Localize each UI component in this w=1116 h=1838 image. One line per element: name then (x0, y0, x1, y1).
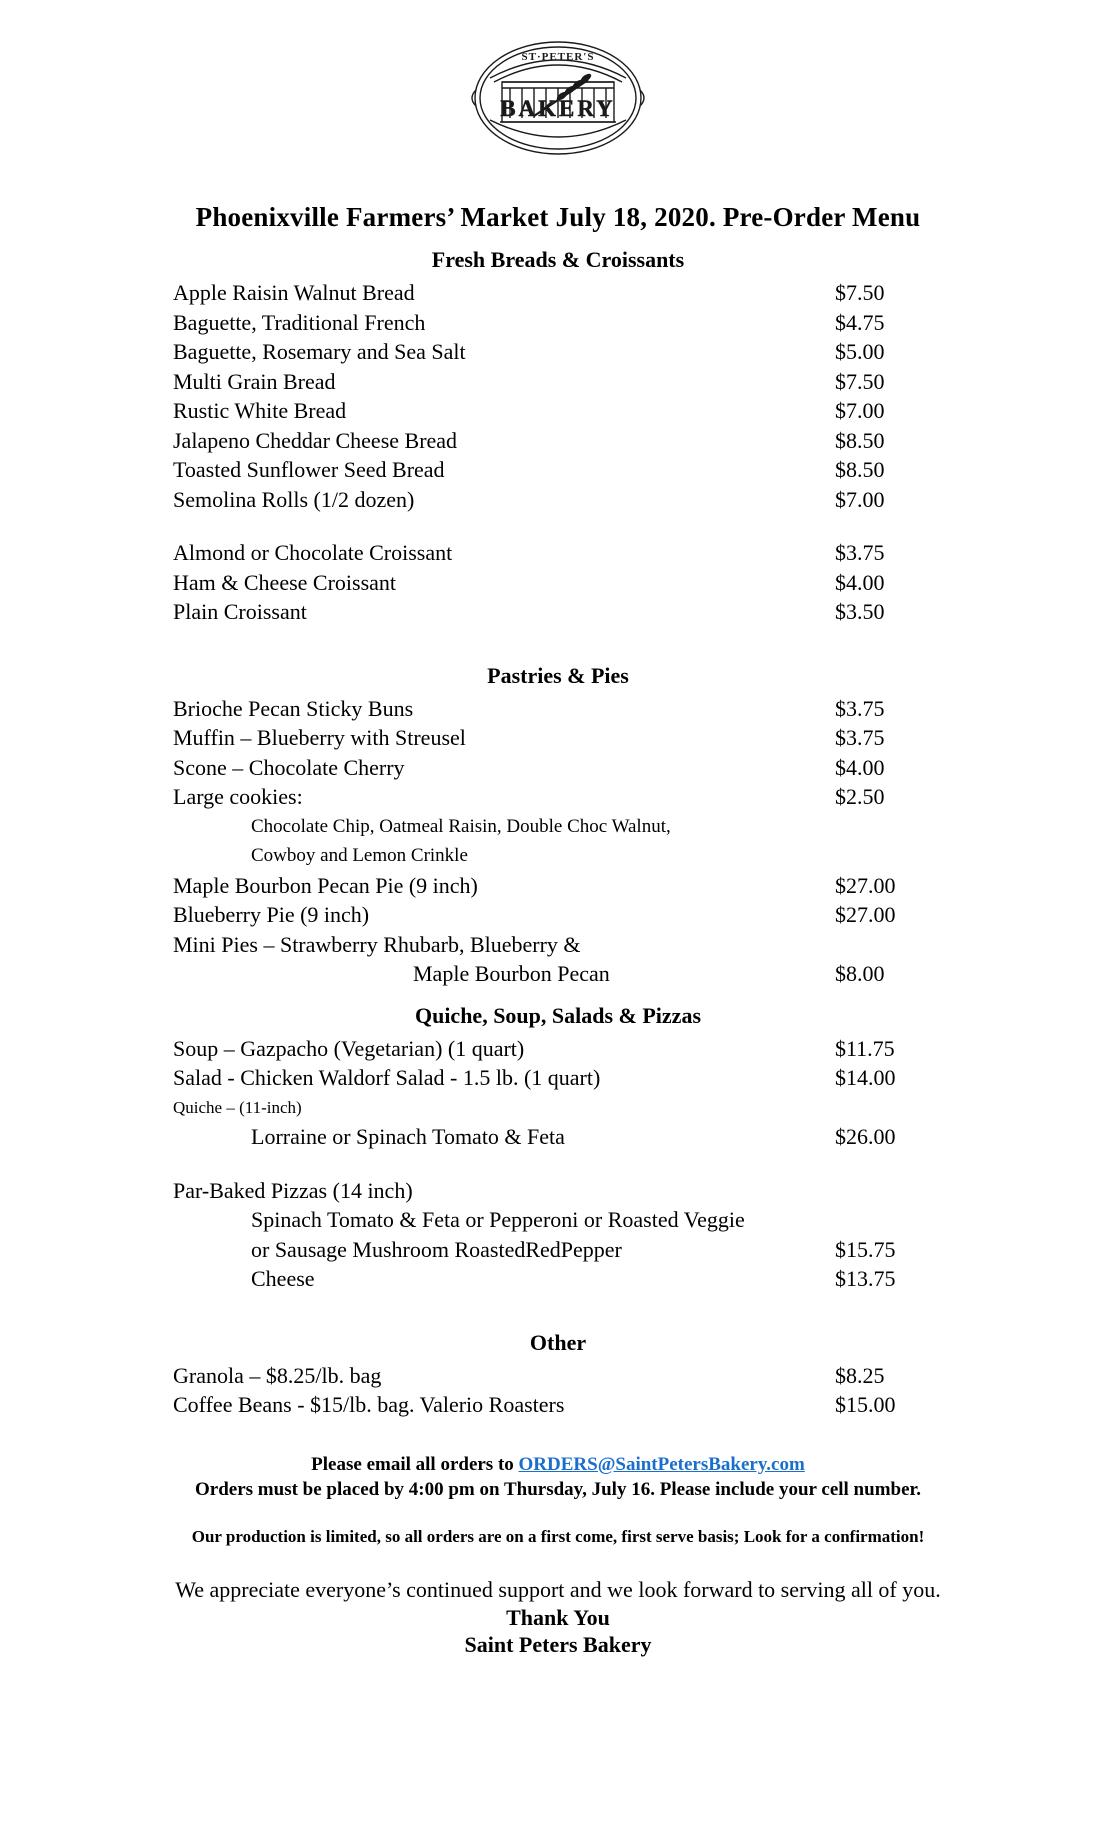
menu-row (173, 900, 943, 930)
menu-row-note (173, 841, 943, 871)
item-name: or Sausage Mushroom RoastedRedPepper (251, 1236, 622, 1262)
item-name: Large cookies: (173, 784, 303, 809)
menu-row (173, 723, 943, 753)
item-price: $8.50 (835, 427, 885, 453)
item-price: $2.50 (835, 784, 885, 809)
item-note: Chocolate Chip, Oatmeal Raisin, Double Choc Walnut, (251, 815, 671, 837)
item-name: Baguette, Traditional French (173, 309, 426, 335)
section-heading-breads: Fresh Breads & Croissants (431, 247, 685, 272)
item-name: Plain Croissant (173, 599, 307, 624)
section-items-other (173, 1361, 943, 1420)
menu-row (173, 1063, 943, 1093)
item-price: $3.50 (835, 599, 885, 624)
menu-row (173, 871, 943, 901)
menu-row (173, 426, 943, 456)
signature: Saint Peters Bakery (464, 1631, 652, 1657)
menu-row (173, 278, 943, 308)
footer (0, 1454, 1116, 1658)
item-note: Cowboy and Lemon Crinkle (251, 845, 468, 866)
item-price: $26.00 (835, 1124, 896, 1149)
item-price: $8.25 (835, 1362, 885, 1388)
item-name: Blueberry Pie (9 inch) (173, 902, 370, 927)
item-price: $7.50 (835, 280, 885, 305)
order-deadline: Orders must be placed by 4:00 pm on Thursday, July 16. Please include your cell number. (195, 1478, 921, 1500)
appreciation-message: We appreciate everyone’s continued support and we look forward to serving all of you. (175, 1576, 941, 1602)
menu-row (173, 597, 943, 627)
item-price: $3.75 (835, 540, 885, 565)
menu-row (173, 930, 943, 960)
item-price: $15.75 (835, 1236, 896, 1262)
menu-row (173, 1093, 943, 1123)
item-price: $3.75 (835, 725, 885, 750)
menu-row (173, 1264, 943, 1294)
section-items-breads (173, 278, 943, 627)
menu-row (173, 538, 943, 568)
menu-row (173, 753, 943, 783)
item-name: Quiche – (11-inch) (173, 1097, 302, 1117)
item-name: Multi Grain Bread (173, 368, 336, 394)
menu-row (173, 1390, 943, 1420)
item-price: $7.50 (835, 368, 885, 394)
section-heading-other: Other (529, 1329, 587, 1355)
item-name: Spinach Tomato & Feta or Pepperoni or Roasted Veggie (251, 1207, 745, 1232)
item-price: $4.75 (835, 309, 885, 335)
menu-row (173, 1361, 943, 1391)
item-price: $11.75 (835, 1035, 895, 1061)
orders-email-link[interactable]: ORDERS@SaintPetersBakery.com (518, 1453, 805, 1475)
menu-row (173, 367, 943, 397)
item-name: Coffee Beans - $15/lb. bag. Valerio Roasters (173, 1392, 565, 1417)
item-name: Semolina Rolls (1/2 dozen) (173, 486, 415, 512)
thank-you: Thank You (506, 1604, 610, 1630)
logo-container (0, 0, 1116, 174)
item-name: Maple Bourbon Pecan Pie (9 inch) (173, 872, 478, 898)
item-name: Maple Bourbon Pecan (413, 961, 610, 986)
menu-row (173, 1235, 943, 1265)
menu-row (173, 455, 943, 485)
email-instruction (0, 1454, 1116, 1476)
menu-row (173, 568, 943, 598)
menu-row (173, 1034, 943, 1064)
item-price: $8.00 (835, 961, 885, 986)
item-price: $14.00 (835, 1065, 896, 1090)
item-name: Jalapeno Cheddar Cheese Bread (173, 427, 458, 453)
menu-row (173, 694, 943, 724)
item-name: Muffin – Blueberry with Streusel (173, 725, 466, 750)
item-price: $3.75 (835, 695, 885, 721)
item-name: Soup – Gazpacho (Vegetarian) (1 quart) (173, 1035, 525, 1061)
item-name: Cheese (251, 1266, 315, 1291)
logo-top-text: ST·PETER'S (521, 51, 595, 63)
menu-row (173, 485, 943, 515)
item-name: Granola – $8.25/lb. bag (173, 1362, 382, 1388)
item-name: Apple Raisin Walnut Bread (173, 280, 415, 305)
item-price: $4.00 (835, 754, 885, 780)
item-price: $8.50 (835, 457, 885, 482)
section-heading-quiche: Quiche, Soup, Salads & Pizzas (414, 1002, 702, 1028)
menu-row (173, 308, 943, 338)
item-name: Mini Pies – Strawberry Rhubarb, Blueberry & (173, 931, 581, 957)
page-title: Phoenixville Farmers’ Market July 18, 2020. Pre-Order Menu (195, 202, 921, 232)
menu-row (173, 1122, 943, 1152)
section-items-pastries (173, 694, 943, 989)
spacer (173, 1152, 943, 1176)
item-name: Toasted Sunflower Seed Bread (173, 457, 445, 482)
item-price: $27.00 (835, 872, 896, 898)
item-price: $13.75 (835, 1266, 896, 1291)
item-price: $15.00 (835, 1392, 896, 1417)
item-name: Scone – Chocolate Cherry (173, 754, 405, 780)
item-price: $27.00 (835, 902, 896, 927)
item-name: Salad - Chicken Waldorf Salad - 1.5 lb. (1 quart) (173, 1065, 601, 1090)
menu-row (173, 1176, 943, 1206)
email-instruction-text: Please email all orders to (311, 1453, 519, 1475)
item-name: Rustic White Bread (173, 398, 347, 423)
menu-row (173, 1205, 943, 1235)
item-price: $5.00 (835, 339, 885, 364)
logo-main-text: BAKERY (500, 96, 616, 121)
section-heading-pastries: Pastries & Pies (487, 662, 629, 688)
bakery-logo (460, 28, 656, 168)
menu-row (173, 396, 943, 426)
section-items-quiche (173, 1034, 943, 1294)
item-price: $7.00 (835, 398, 885, 423)
menu-row (173, 959, 943, 989)
menu-row (173, 782, 943, 812)
item-name: Brioche Pecan Sticky Buns (173, 695, 414, 721)
menu-row (173, 337, 943, 367)
item-name: Almond or Chocolate Croissant (173, 540, 453, 565)
spacer (173, 514, 943, 538)
item-price: $7.00 (835, 486, 885, 512)
menu-row-note (173, 812, 943, 842)
item-name: Lorraine or Spinach Tomato & Feta (251, 1124, 565, 1149)
item-name: Par-Baked Pizzas (14 inch) (173, 1177, 413, 1203)
item-price: $4.00 (835, 569, 885, 595)
item-name: Baguette, Rosemary and Sea Salt (173, 339, 466, 364)
production-note: Our production is limited, so all orders are on a first come, first serve basis; Look for a confirmation! (191, 1526, 925, 1546)
item-name: Ham & Cheese Croissant (173, 569, 397, 595)
